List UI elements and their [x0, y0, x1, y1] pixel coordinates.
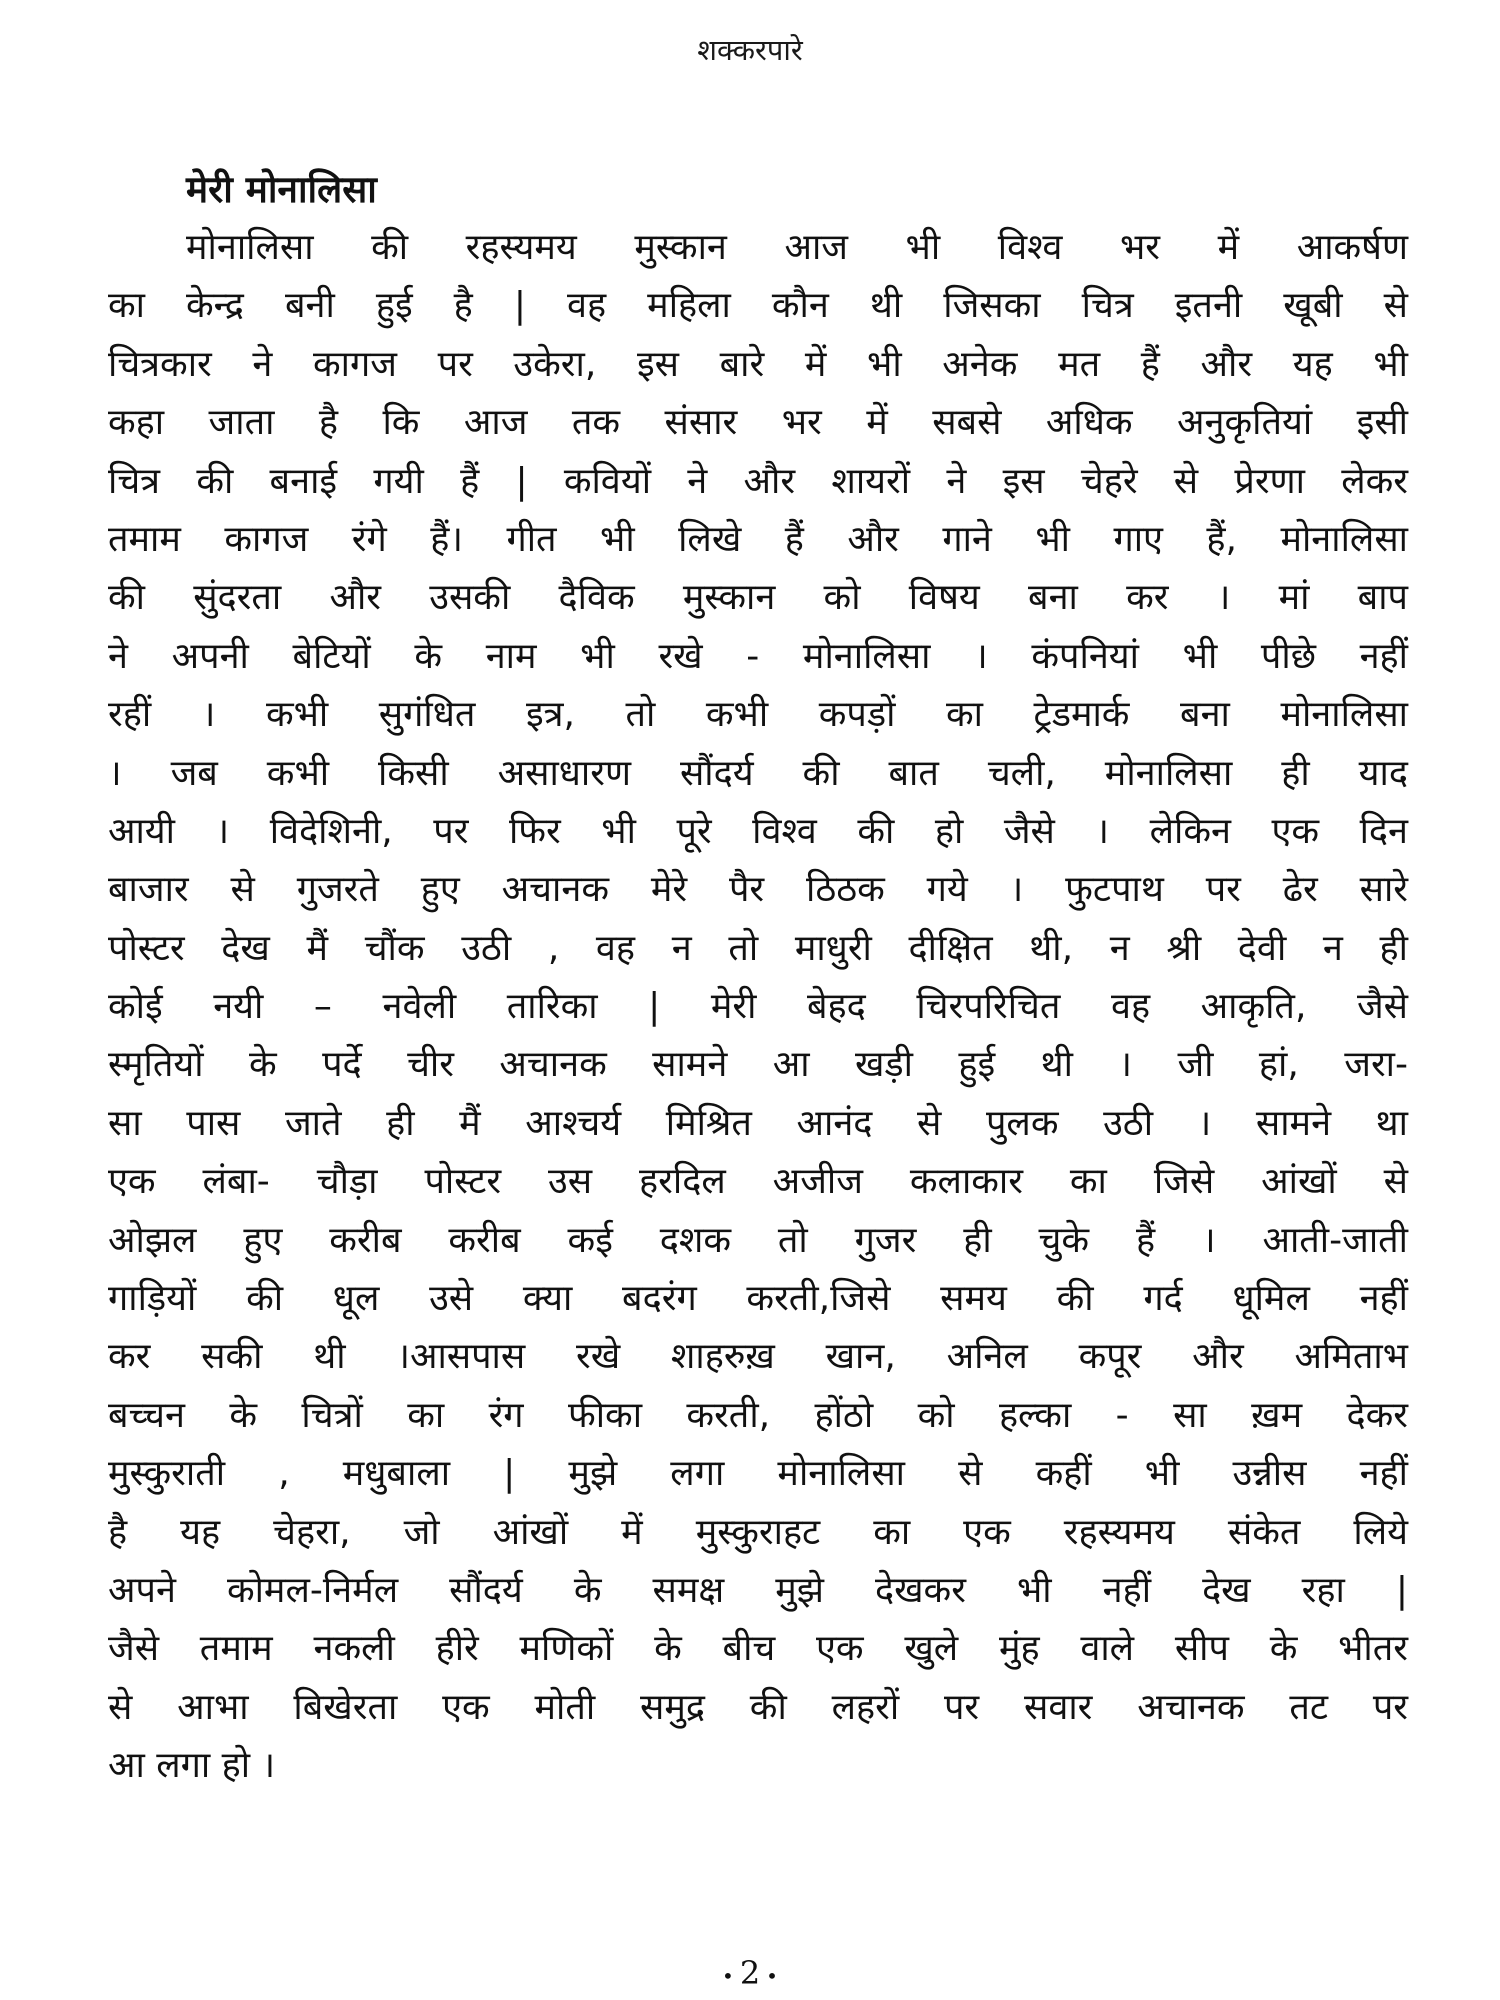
text-line: अपने कोमल-निर्मल सौंदर्य के समक्ष मुझे देखकर भी नहीं देख रहा |	[108, 1569, 1408, 1611]
bullet-ornament-right: •	[766, 1963, 778, 1988]
text-line: मुस्कुराती , मधुबाला | मुझे लगा मोनालिसा से कहीं भी उन्नीस नहीं	[108, 1453, 1408, 1495]
page-number: 2	[739, 1954, 761, 1992]
text-line: बच्चन के चित्रों का रंग फीका करती, होंठो को हल्का - सा ख़म देकर	[108, 1394, 1408, 1436]
page-footer	[0, 1955, 1500, 1994]
text-line: चित्रकार ने कागज पर उकेरा, इस बारे में भी अनेक मत हैं और यह भी	[108, 343, 1408, 385]
text-line: कहा जाता है कि आज तक संसार भर में सबसे अधिक अनुकृतियां इसी	[108, 402, 1408, 444]
text-line: एक लंबा- चौड़ा पोस्टर उस हरदिल अजीज कलाकार का जिसे आंखों से	[108, 1161, 1408, 1203]
text-line: रहीं । कभी सुगंधित इत्र, तो कभी कपड़ों का ट्रेडमार्क बना मोनालिसा	[108, 694, 1408, 736]
text-line: है यह चेहरा, जो आंखों में मुस्कुराहट का एक रहस्यमय संकेत लिये	[108, 1511, 1408, 1553]
article-title: मेरी मोनालिसा	[186, 168, 377, 211]
text-line: का केन्द्र बनी हुई है | वह महिला कौन थी जिसका चित्र इतनी खूबी से	[108, 285, 1408, 327]
text-line: । जब कभी किसी असाधारण सौंदर्य की बात चली, मोनालिसा ही याद	[108, 752, 1408, 794]
text-line: आ लगा हो ।	[108, 1745, 276, 1787]
page-body	[108, 165, 1408, 1796]
text-line: चित्र की बनाई गयी हैं | कवियों ने और शायरों ने इस चेहरे से प्रेरणा लेकर	[108, 460, 1408, 502]
text-line: जैसे तमाम नकली हीरे मणिकों के बीच एक खुले मुंह वाले सीप के भीतर	[108, 1628, 1408, 1670]
text-line: सा पास जाते ही मैं आश्चर्य मिश्रित आनंद से पुलक उठी । सामने था	[108, 1102, 1408, 1144]
text-line: आयी । विदेशिनी, पर फिर भी पूरे विश्व की हो जैसे । लेकिन एक दिन	[108, 810, 1408, 852]
text-line: पोस्टर देख मैं चौंक उठी , वह न तो माधुरी दीक्षित थी, न श्री देवी न ही	[108, 927, 1408, 969]
text-line: कर सकी थी ।आसपास रखे शाहरुख़ खान, अनिल कपूर और अमिताभ	[108, 1336, 1408, 1378]
text-line: ओझल हुए करीब करीब कई दशक तो गुजर ही चुके हैं । आती-जाती	[108, 1219, 1408, 1261]
running-header: शक्करपारे	[697, 33, 803, 67]
text-line: बाजार से गुजरते हुए अचानक मेरे पैर ठिठक गये । फुटपाथ पर ढेर सारे	[108, 869, 1408, 911]
text-line: की सुंदरता और उसकी दैविक मुस्कान को विषय बना कर । मां बाप	[108, 577, 1408, 619]
text-line: गाड़ियों की धूल उसे क्या बदरंग करती,जिसे समय की गर्द धूमिल नहीं	[108, 1278, 1408, 1320]
text-line: तमाम कागज रंगे हैं। गीत भी लिखे हैं और गाने भी गाए हैं, मोनालिसा	[108, 518, 1408, 560]
text-line: मोनालिसा की रहस्यमय मुस्कान आज भी विश्व भर में आकर्षण	[186, 227, 1408, 268]
text-line: से आभा बिखेरता एक मोती समुद्र की लहरों पर सवार अचानक तट पर	[108, 1686, 1408, 1728]
text-line: ने अपनी बेटियों के नाम भी रखे - मोनालिसा । कंपनियां भी पीछे नहीं	[108, 635, 1408, 677]
bullet-ornament-left: •	[722, 1963, 734, 1988]
text-line: कोई नयी – नवेली तारिका | मेरी बेहद चिरपरिचित वह आकृति, जैसे	[108, 986, 1408, 1028]
text-line: स्मृतियों के पर्दे चीर अचानक सामने आ खड़ी हुई थी । जी हां, जरा-	[108, 1044, 1408, 1086]
